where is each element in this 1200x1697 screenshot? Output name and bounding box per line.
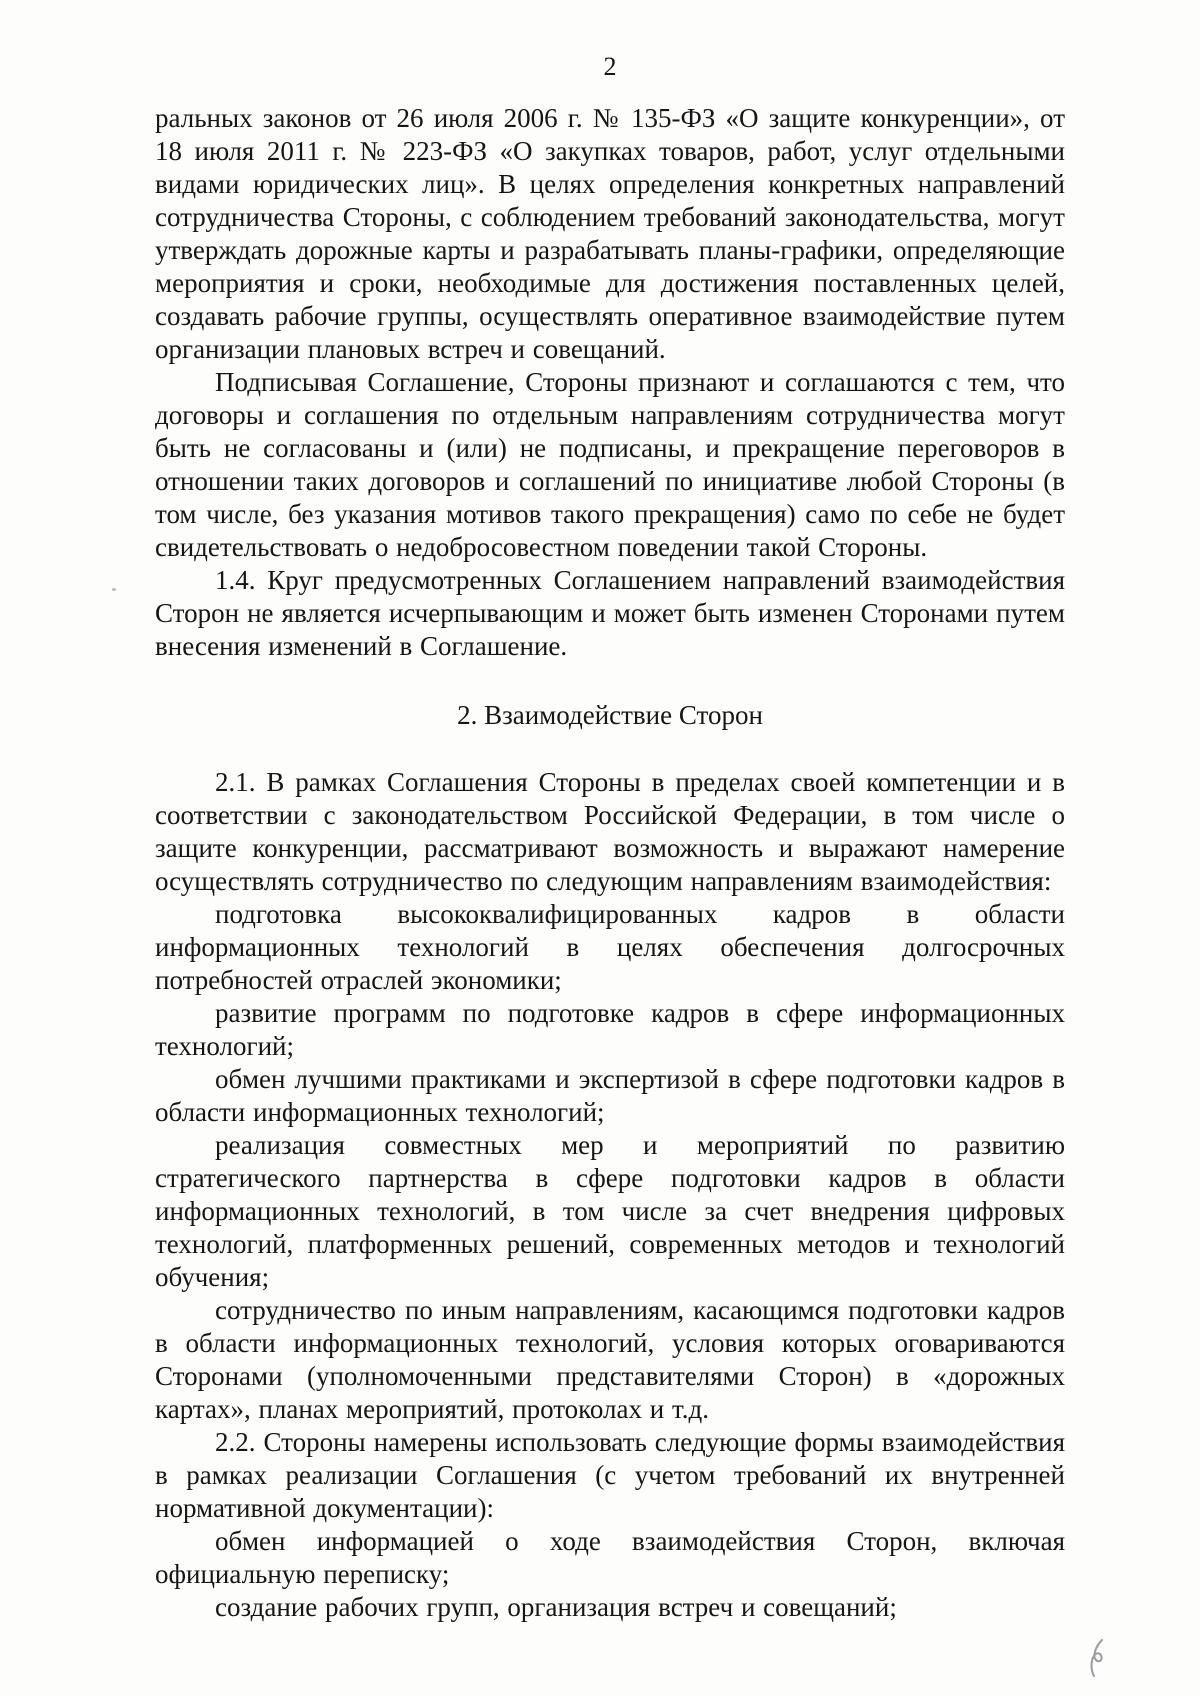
list-item-paragraph: обмен информацией о ходе взаимодействия Сторон, включая официальную переписку; — [155, 1526, 1065, 1589]
list-item-paragraph: подготовка высококвалифицированных кадров в области информационных технологий в целях обеспечения долгосрочных потребностей отраслей экономики; — [155, 899, 1065, 995]
scan-speck — [112, 588, 116, 591]
list-item-paragraph: обмен лучшими практиками и экспертизой в сфере подготовки кадров в области информационных технологий; — [155, 1064, 1065, 1127]
list-item-paragraph: реализация совместных мер и мероприятий по развитию стратегического партнерства в сфере подготовки кадров в области информационных технологий, в том числе за счет внедрения цифровых технологий, платформенных решений, современных методов и технологий обучения; — [155, 1130, 1065, 1292]
document-body — [155, 102, 1065, 1624]
list-item-paragraph: создание рабочих групп, организация встреч и совещаний; — [215, 1592, 897, 1622]
clause-2-1-paragraph: 2.1. В рамках Соглашения Стороны в пределах своей компетенции и в соответствии с законодательством Российской Федерации, в том числе о защите конкуренции, рассматривают возможность и выражают намерение осуществлять сотрудничество по следующим направлениям взаимодействия: — [155, 767, 1065, 896]
clause-1-4-paragraph: 1.4. Круг предусмотренных Соглашением направлений взаимодействия Сторон не является исчерпывающим и может быть изменен Сторонами путем внесения изменений в Соглашение. — [155, 565, 1065, 661]
paragraph-signing-clause: Подписывая Соглашение, Стороны признают и соглашаются с тем, что договоры и соглашения по отдельным направлениям сотрудничества могут быть не согласованы и (или) не подписаны, и прекращение переговоров в отношении таких договоров и соглашений по инициативе любой Стороны (в том числе, без указания мотивов такого прекращения) само по себе не будет свидетельствовать о недобросовестном поведении такой Стороны. — [155, 367, 1065, 562]
page-number: 2 — [603, 52, 617, 81]
paragraph-continuation: ральных законов от 26 июля 2006 г. № 135-ФЗ «О защите конкуренции», от 18 июля 2011 г. № 223-ФЗ «О закупках товаров, работ, услуг отдельными видами юридических лиц». В целях определения конкретных направлений сотрудничества Стороны, с соблюдением требований законодательства, могут утверждать дорожные карты и разрабатывать планы-графики, определяющие мероприятия и сроки, необходимые для достижения поставленных целей, создавать рабочие группы, осуществлять оперативное взаимодействие путем организации плановых встреч и совещаний. — [155, 103, 1065, 364]
clause-2-2-paragraph: 2.2. Стороны намерены использовать следующие формы взаимодействия в рамках реализации Соглашения (с учетом требований их внутренней нормативной документации): — [155, 1427, 1065, 1523]
pen-mark-icon — [1082, 1636, 1112, 1680]
list-item-paragraph: сотрудничество по иным направлениям, касающимся подготовки кадров в области информационных технологий, условия которых оговариваются Сторонами (уполномоченными представителями Сторон) в «дорожных картах», планах мероприятий, протоколах и т.д. — [155, 1295, 1065, 1424]
section-heading: 2. Взаимодействие Сторон — [457, 700, 763, 730]
list-item-paragraph: развитие программ по подготовке кадров в сфере информационных технологий; — [155, 998, 1065, 1061]
